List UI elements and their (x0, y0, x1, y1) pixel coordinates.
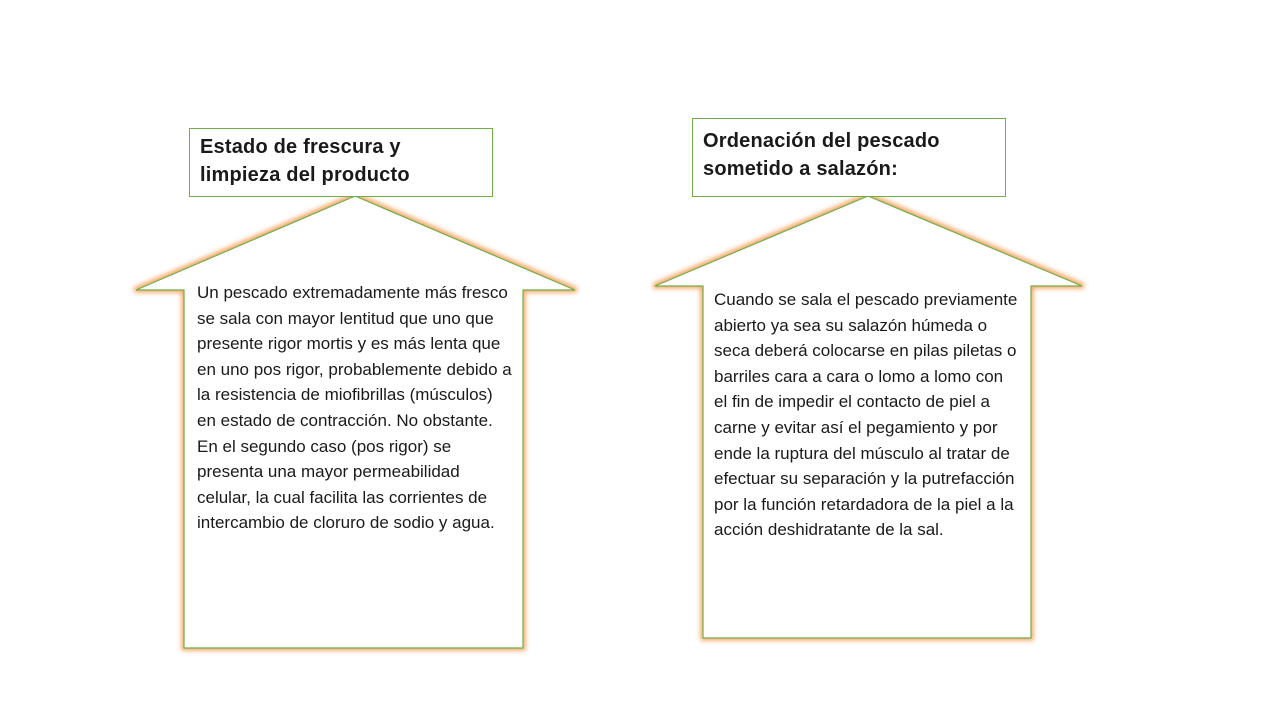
right-title-box (692, 118, 1006, 197)
left-title-text: Estado de frescura y limpieza del producto (200, 136, 410, 186)
right-arrow-body-text: Cuando se sala el pescado previamente abierto ya sea su salazón húmeda o seca deberá colocarse en pilas piletas o barriles cara a cara o lomo a lomo con el fin de impedir el contacto de piel a carne y evitar así el pegamiento y por ende la ruptura del músculo al tratar de efectuar su separación y la putrefacción por la función retardadora de la piel a la acción deshidratante de la sal. (714, 290, 1018, 540)
left-arrow-body-text: Un pescado extremadamente más fresco se sala con mayor lentitud que uno que presente rigor mortis y es más lenta que en uno pos rigor, probablemente debido a la resistencia de miofibrillas (músculos) en estado de contracción. No obstante. En el segundo caso (pos rigor) se presenta una mayor permeabilidad celular, la cual facilita las corrientes de intercambio de cloruro de sodio y agua. (197, 283, 512, 533)
left-title-box (189, 128, 493, 197)
right-title-text: Ordenación del pescado sometido a salazón: (703, 130, 940, 180)
